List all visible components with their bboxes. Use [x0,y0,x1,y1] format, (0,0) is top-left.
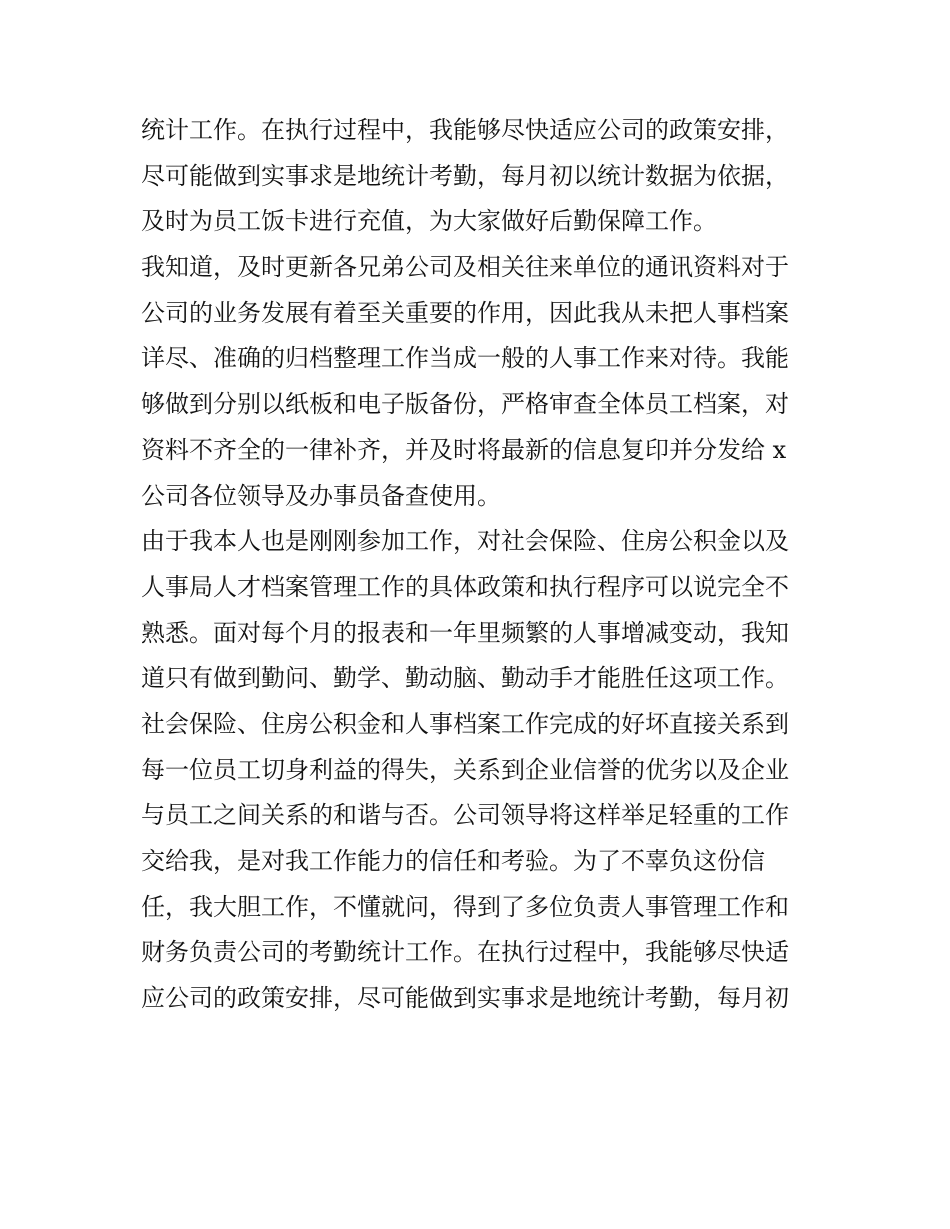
text-line: 与员工之间关系的和谐与否。公司领导将这样举足轻重的工作 [141,801,789,830]
text-line: 交给我，是对我工作能力的信任和考验。为了不辜负这份信 [141,847,765,875]
text-line: 应公司的政策安排，尽可能做到实事求是地统计考勤，每月初 [141,984,789,1013]
text-line: 道只有做到勤问、勤学、勤动脑、勤动手才能胜任这项工作。 [141,664,789,693]
text-line: 公司的业务发展有着至关重要的作用，因此我从未把人事档案 [141,298,789,327]
text-line: 熟悉。面对每个月的报表和一年里频繁的人事增减变动，我知 [141,618,789,647]
text-line: 够做到分别以纸板和电子版备份，严格审查全体员工档案，对 [141,390,789,419]
text-line: 财务负责公司的考勤统计工作。在执行过程中，我能够尽快适 [141,938,789,967]
text-line: 详尽、准确的归档整理工作当成一般的人事工作来对待。我能 [141,344,789,373]
text-line: 统计工作。在执行过程中，我能够尽快适应公司的政策安排， [141,116,789,144]
text-line: 我知道，及时更新各兄弟公司及相关往来单位的通讯资料对于 [141,253,789,282]
text-line: 社会保险、住房公积金和人事档案工作完成的好坏直接关系到 [141,709,789,738]
text-line: 每一位员工切身利益的得失，关系到企业信誉的优劣以及企业 [141,755,789,784]
text-line: 资料不齐全的一律补齐，并及时将最新的信息复印并分发给 x [141,435,787,464]
text-line: 人事局人才档案管理工作的具体政策和执行程序可以说完全不 [141,572,789,601]
text-line: 尽可能做到实事求是地统计考勤，每月初以统计数据为依据， [141,161,789,190]
text-line: 及时为员工饭卡进行充值，为大家做好后勤保障工作。 [141,207,717,236]
body-text [141,108,821,1022]
text-line: 公司各位领导及办事员备查使用。 [141,481,501,510]
text-line: 由于我本人也是刚刚参加工作，对社会保险、住房公积金以及 [141,527,789,556]
text-line: 任，我大胆工作，不懂就问，得到了多位负责人事管理工作和 [141,892,789,921]
